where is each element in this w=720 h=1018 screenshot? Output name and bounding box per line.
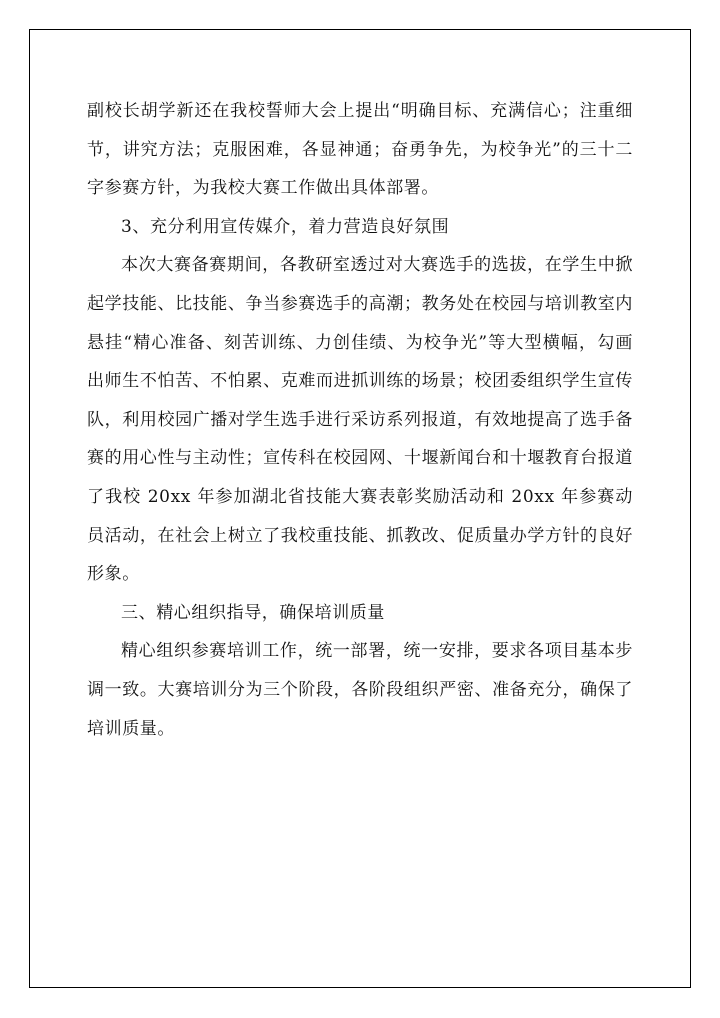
paragraph-continued: 副校长胡学新还在我校誓师大会上提出“明确目标、充满信心；注重细节，讲究方法；克服困难，各显神通；奋勇争先，为校争光”的三十二字参赛方针，为我校大赛工作做出具体部署。 [87,101,633,199]
document-body [87,92,633,748]
section-heading-3: 3、充分利用宣传媒介，着力营造良好氛围 [121,216,450,237]
paragraph-training: 精心组织参赛培训工作，统一部署，统一安排，要求各项目基本步调一致。大赛培训分为三个阶段，各阶段组织严密、准备充分，确保了培训质量。 [87,641,633,739]
section-heading-three: 三、精心组织指导，确保培训质量 [121,602,385,623]
paragraph-publicity: 本次大赛备赛期间，各教研室透过对大赛选手的选拔，在学生中掀起学技能、比技能、争当参赛选手的高潮；教务处在校园与培训教室内悬挂“精心准备、刻苦训练、力创佳绩、为校争光”等大型横幅，勾画出师生不怕苦、不怕累、克难而进抓训练的场景；校团委组织学生宣传队，利用校园广播对学生选手进行采访系列报道，有效地提高了选手备赛的用心性与主动性；宣传科在校园网、十堰新闻台和十堰教育台报道了我校 20xx 年参加湖北省技能大赛表彰奖励活动和 20xx 年参赛动员活动，在社会上树立了我校重技能、抓教改、促质量办学方针的良好形象。 [87,255,633,585]
